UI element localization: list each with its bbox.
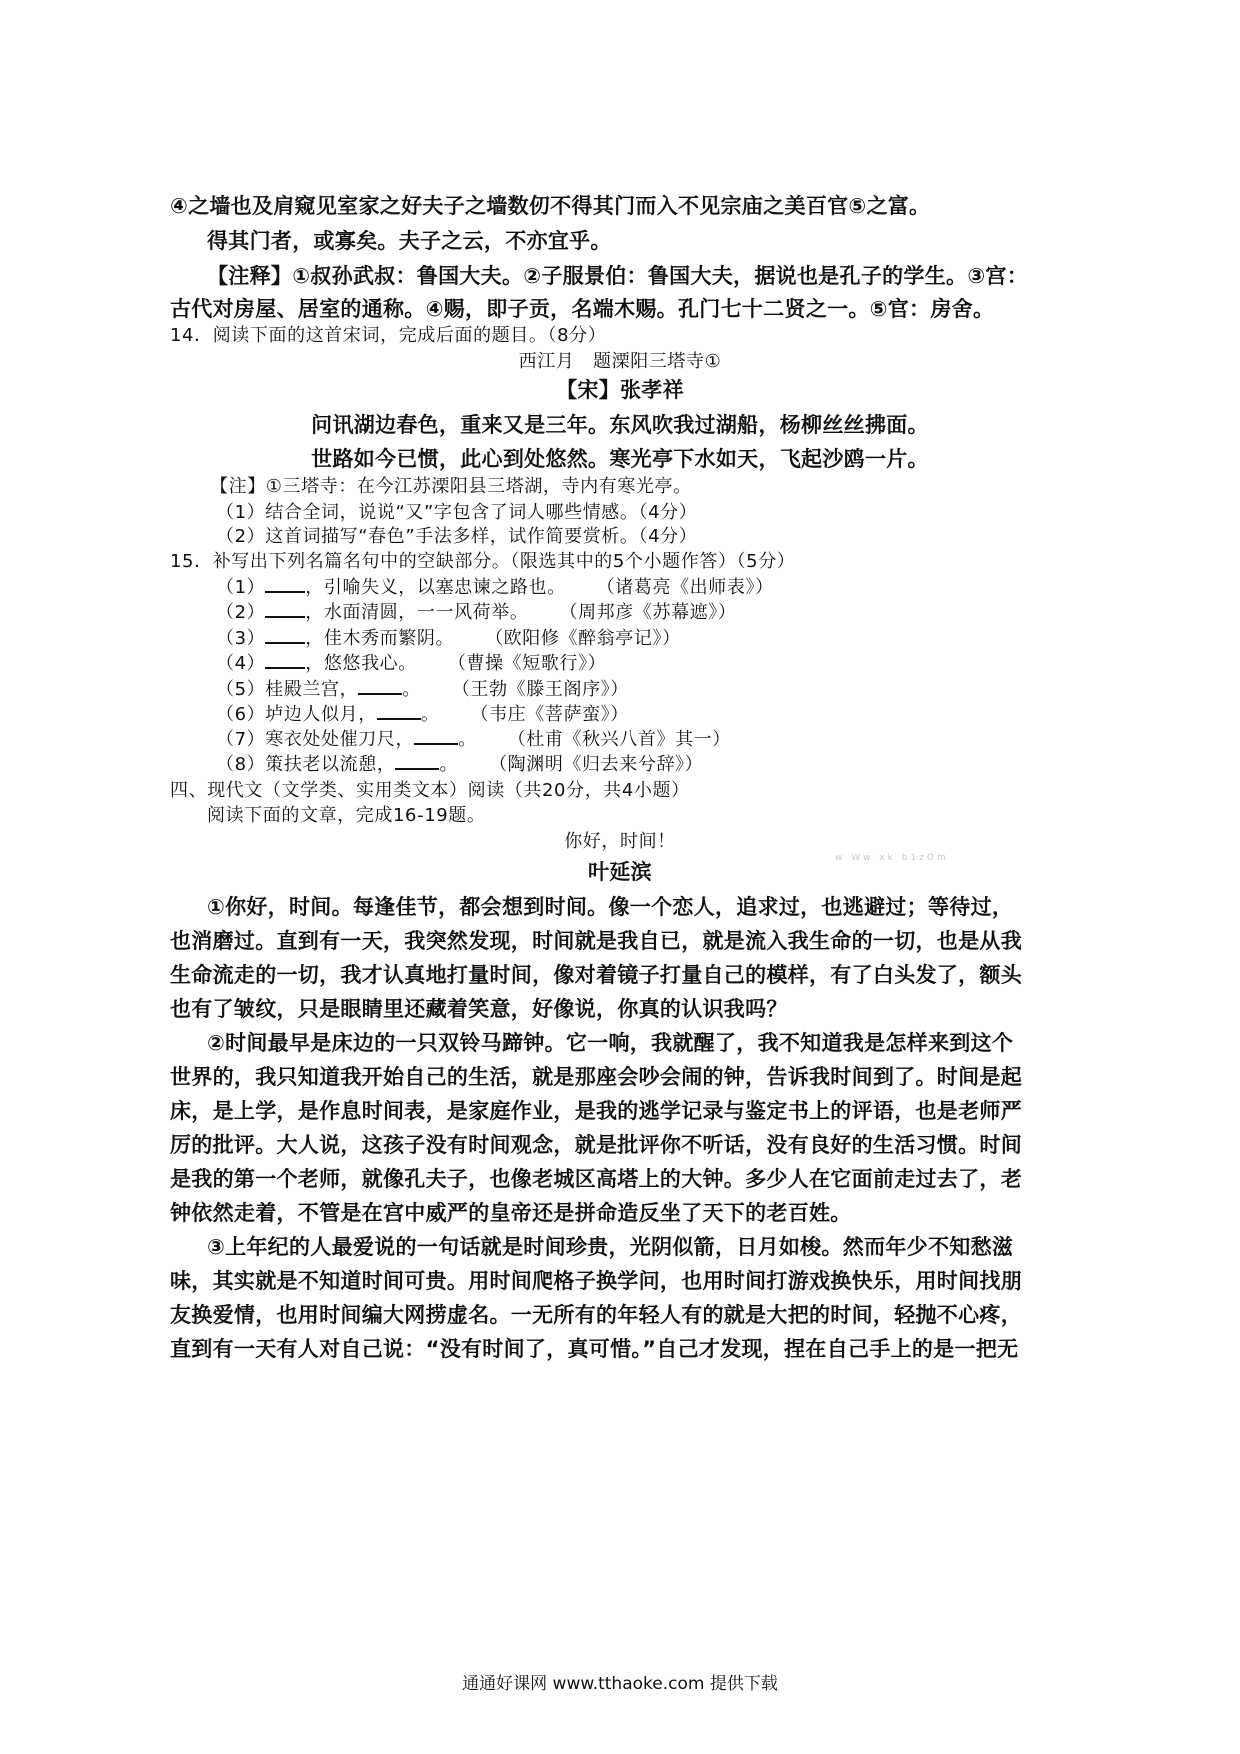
q14-sub-2: （2）这首词描写“春色”手法多样，试作简要赏析。（4分） bbox=[216, 526, 698, 547]
q15-item-num: （1） bbox=[216, 577, 266, 598]
q15-item-source: （周邦彦《苏幕遮》） bbox=[568, 602, 737, 623]
answer-blank[interactable] bbox=[395, 752, 439, 770]
answer-blank[interactable] bbox=[265, 575, 305, 593]
q15-item-source: （杜甫《秋兴八首》其一） bbox=[516, 729, 731, 750]
q15-item-text: ，悠悠我心。 bbox=[305, 653, 417, 674]
q15-item bbox=[216, 750, 703, 776]
answer-blank[interactable] bbox=[358, 677, 402, 695]
essay-p3-line: 味，其实就是不知道时间可贵。用时间爬格子换学问，也用时间打游戏换快乐，用时间找朋 bbox=[170, 1269, 1022, 1293]
q15-item-text: 。 bbox=[458, 729, 477, 750]
q15-item-num: （8）策扶老以流憩， bbox=[216, 754, 396, 775]
poem-title: 西江月 题溧阳三塔寺① bbox=[518, 351, 722, 372]
q14-prompt: 14．阅读下面的这首宋词，完成后面的题目。（8分） bbox=[170, 325, 607, 346]
essay-title: 你好，时间！ bbox=[564, 831, 676, 852]
q15-item-text: ，佳木秀而繁阴。 bbox=[305, 628, 455, 649]
q15-item bbox=[216, 573, 774, 599]
q15-item-num: （5）桂殿兰宫， bbox=[216, 679, 359, 700]
q15-item-num: （7）寒衣处处催刀尺， bbox=[216, 729, 415, 750]
poem-author: 【宋】张孝祥 bbox=[556, 378, 684, 402]
q15-item-source: （欧阳修《醉翁亭记》） bbox=[494, 628, 681, 649]
essay-author: 叶延滨 bbox=[588, 860, 652, 884]
essay-p1-line: 也消磨过。直到有一天，我突然发现，时间就是我自已，就是流入我生命的一切，也是从我 bbox=[170, 929, 1022, 953]
essay-p2-line: 钟依然走着，不管是在宫中威严的皇帝还是拼命造反坐了天下的老百姓。 bbox=[170, 1201, 852, 1225]
page-footer: 通通好课网 www.tthaoke.com 提供下载 bbox=[462, 1674, 778, 1694]
q15-item bbox=[216, 598, 736, 624]
q15-prompt: 15．补写出下列名篇名句中的空缺部分。（限选其中的5个小题作答）（5分） bbox=[170, 551, 796, 572]
essay-p2-line: 厉的批评。大人说，这孩子没有时间观念，就是批评你不听话，没有良好的生活习惯。时间 bbox=[170, 1133, 1022, 1157]
q15-item-text: ，引喻失义，以塞忠谏之路也。 bbox=[305, 577, 566, 598]
essay-p3-line: 友换爱情，也用时间编大网捞虚名。一无所有的年轻人有的就是大把的时间，轻抛不心疼， bbox=[170, 1303, 1022, 1327]
essay-p2-line: ②时间最早是床边的一只双铃马蹄钟。它一响，我就醒了，我不知道我是怎样来到这个 bbox=[207, 1031, 1014, 1055]
q15-item bbox=[216, 725, 731, 751]
essay-p1-line: ①你好，时间。每逢佳节，都会想到时间。像一个恋人，追求过，也逃避过；等待过， bbox=[207, 895, 1014, 919]
essay-p1-line: 生命流走的一切，我才认真地打量时间，像对着镜子打量自己的模样，有了白头发了，额头 bbox=[170, 963, 1022, 987]
classical-notes-2: 古代对房屋、居室的通称。④赐，即子贡，名端木赐。孔门七十二贤之一。⑤官：房舍。 bbox=[170, 297, 995, 321]
q15-item-num: （6）垆边人似月， bbox=[216, 704, 377, 725]
answer-blank[interactable] bbox=[265, 626, 305, 644]
answer-blank[interactable] bbox=[265, 651, 305, 669]
essay-p3-line: 直到有一天有人对自己说：“没有时间了，真可惜。”自己才发现，捏在自己手上的是一把无 bbox=[170, 1337, 1019, 1361]
q15-item-num: （4） bbox=[216, 653, 266, 674]
section-4-heading: 四、现代文（文学类、实用类文本）阅读（共20分，共4小题） bbox=[170, 780, 690, 801]
poem-line-2: 世路如今已惯，此心到处悠然。寒光亭下水如天，飞起沙鸥一片。 bbox=[311, 447, 929, 471]
classical-line-1: ④之墙也及肩窥见室家之好夫子之墙数仞不得其门而入不见宗庙之美百官⑤之富。 bbox=[170, 194, 931, 218]
q15-item-source: （诸葛亮《出师表》） bbox=[605, 577, 774, 598]
section-4-instruction: 阅读下面的文章，完成16-19题。 bbox=[207, 805, 486, 826]
q15-item-num: （3） bbox=[216, 628, 266, 649]
q15-item-source: （曹操《短歌行》） bbox=[456, 653, 607, 674]
essay-p2-line: 床，是上学，是作息时间表，是家庭作业，是我的逃学记录与鉴定书上的评语，也是老师严 bbox=[170, 1099, 1022, 1123]
answer-blank[interactable] bbox=[377, 702, 421, 720]
classical-line-2: 得其门者，或寡矣。夫子之云，不亦宜乎。 bbox=[207, 229, 612, 253]
essay-p2-line: 世界的，我只知道我开始自己的生活，就是那座会吵会闹的钟，告诉我时间到了。时间是起 bbox=[170, 1065, 1022, 1089]
q15-item bbox=[216, 700, 629, 726]
q15-item-text: 。 bbox=[402, 679, 421, 700]
faint-watermark: w Ww xk b1zOm bbox=[835, 853, 949, 863]
q15-item bbox=[216, 649, 606, 675]
q15-item-source: （韦庄《菩萨蛮》） bbox=[479, 704, 629, 725]
essay-p3-line: ③上年纪的人最爱说的一句话就是时间珍贵，光阴似箭，日月如梭。然而年少不知愁滋 bbox=[207, 1235, 1014, 1259]
answer-blank[interactable] bbox=[414, 727, 458, 745]
essay-p1-line: 也有了皱纹，只是眼睛里还藏着笑意，好像说，你真的认识我吗？ bbox=[170, 997, 788, 1021]
poem-note: 【注】①三塔寺：在今江苏溧阳县三塔湖，寺内有寒光亭。 bbox=[210, 476, 692, 497]
q15-item-text: 。 bbox=[439, 754, 459, 775]
q15-item-source: （陶渊明《归去来兮辞》） bbox=[498, 754, 704, 775]
q15-item-text: 。 bbox=[420, 704, 440, 725]
q14-sub-1: （1）结合全词，说说“又”字包含了词人哪些情感。（4分） bbox=[216, 502, 698, 523]
classical-notes-1: 【注释】①叔孙武叔：鲁国大夫。②子服景伯：鲁国大夫，据说也是孔子的学生。③宫： bbox=[207, 264, 1029, 288]
q15-item-source: （王勃《滕王阁序》） bbox=[460, 679, 629, 700]
q15-item bbox=[216, 675, 629, 701]
q15-item-text: ，水面清圆，一一风荷举。 bbox=[305, 602, 529, 623]
essay-p2-line: 是我的第一个老师，就像孔夫子，也像老城区高塔上的大钟。多少人在它面前走过去了，老 bbox=[170, 1167, 1022, 1191]
q15-item bbox=[216, 624, 681, 650]
answer-blank[interactable] bbox=[265, 600, 305, 618]
poem-line-1: 问讯湖边春色，重来又是三年。东风吹我过湖船，杨柳丝丝拂面。 bbox=[311, 413, 929, 437]
q15-item-num: （2） bbox=[216, 602, 266, 623]
